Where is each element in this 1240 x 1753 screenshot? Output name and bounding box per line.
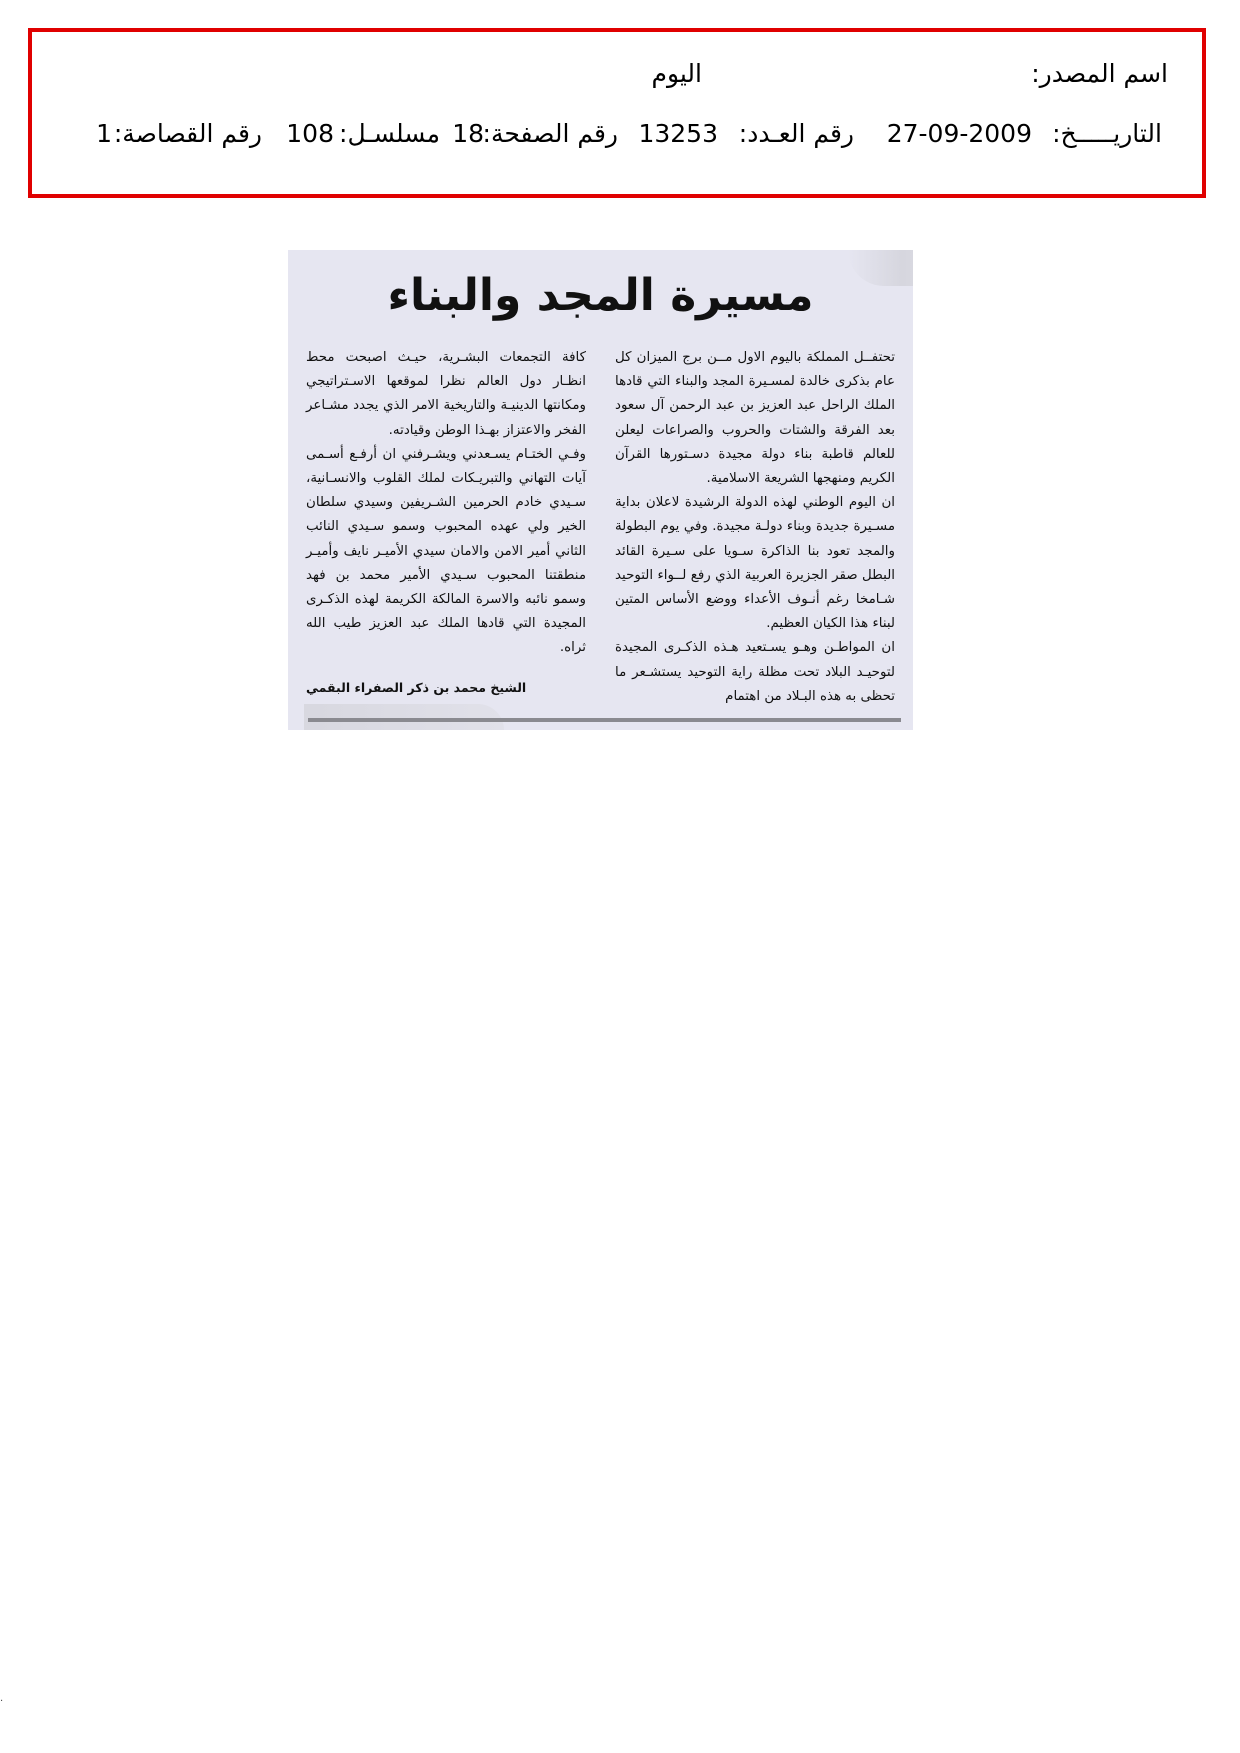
clipping-label: رقم القصاصة: — [113, 119, 262, 148]
meta-row — [32, 114, 1202, 154]
source-label: اسم المصدر: — [1031, 59, 1168, 88]
article-title: مسيرة المجد والبناء — [387, 270, 814, 321]
page-value: 18 — [452, 119, 484, 148]
article-signature: الشيخ محمد بن ذكر الصفراء البقمي — [306, 680, 527, 695]
date-label: التاريـــــخ: — [1052, 119, 1162, 148]
article-paragraph: ان المواطـن وهـو يسـتعيد هـذه الذكـرى المجيدة لتوحيـد البلاد تحت مظلة راية التوحيد يستشـعر ما تحظى به هذه البـلاد من اهتمام — [615, 640, 895, 704]
clipping-value: 1 — [96, 119, 112, 148]
scan-shadow-bottom — [304, 704, 504, 730]
source-row — [32, 54, 1202, 94]
scan-speck: . — [0, 1693, 4, 1704]
article-paragraph: تحتفــل المملكة باليوم الاول مــن برج الميزان كل عام بذكرى خالدة لمسـيرة المجد والبناء التي قادها الملك الراحل عبد العزيز بن عبد الرحمن آل سعود بعد الفرقة والشتات والحروب والصراعات ليعلن للعالم قاطبة بناء دولة مجيدة دسـتورها القرآن الكريم ومنهجها الشريعة الاسلامية. — [615, 350, 895, 487]
source-value: اليوم — [651, 59, 702, 88]
issue-label: رقم العـدد: — [738, 119, 854, 148]
article-paragraph: ان اليوم الوطني لهذه الدولة الرشيدة لاعلان بداية مسـيرة جديدة وبناء دولـة مجيدة. وفي يوم البطولة والمجد تعود بنا الذاكرة سـويا على سـيرة القائد البطل صقر الجزيرة العربية الذي رفع لــواء التوحيد شـامخا رغم أنـوف الأعداء ووضع الأساس المتين لبناء هذا الكيان العظيم. — [615, 495, 895, 632]
article-paragraph: كافة التجمعات البشـرية، حيـث اصبحت محط انظـار دول العالم نظرا لموقعها الاسـتراتيجي ومكانتها الدينيـة والتاريخية الامر الذي يجدد مشـاعر الفخر والاعتزاز بهـذا الوطن وقيادته. — [306, 350, 586, 438]
newspaper-clipping — [288, 250, 913, 730]
serial-value: 108 — [286, 119, 334, 148]
page-label: رقم الصفحة: — [482, 119, 618, 148]
source-info-box — [28, 28, 1206, 198]
bottom-rule — [308, 718, 901, 722]
article-column-left — [306, 346, 586, 661]
issue-value: 13253 — [638, 119, 718, 148]
article-paragraph: وفـي الختـام يسـعدني ويشـرفني ان أرفـع أسـمى آيات التهاني والتبريـكات لملك القلوب والانسـانية، سـيدي خادم الحرمين الشـريفين وسيدي سلطان الخير ولي عهده المحبوب وسمو سـيدي النائب الثاني أمير الامن والامان سيدي الأميـر نايف وأميـر منطقتنا المحبوب سـيدي الأمير محمد بن فهد وسمو نائبه والاسرة المالكة الكريمة لهذه الذكـرى المجيدة التي قادها الملك عبد العزيز طيب الله ثراه. — [306, 446, 586, 656]
article-column-right — [615, 346, 895, 709]
date-value: 27-09-2009 — [886, 119, 1032, 148]
serial-label: مسلسـل: — [339, 119, 440, 148]
